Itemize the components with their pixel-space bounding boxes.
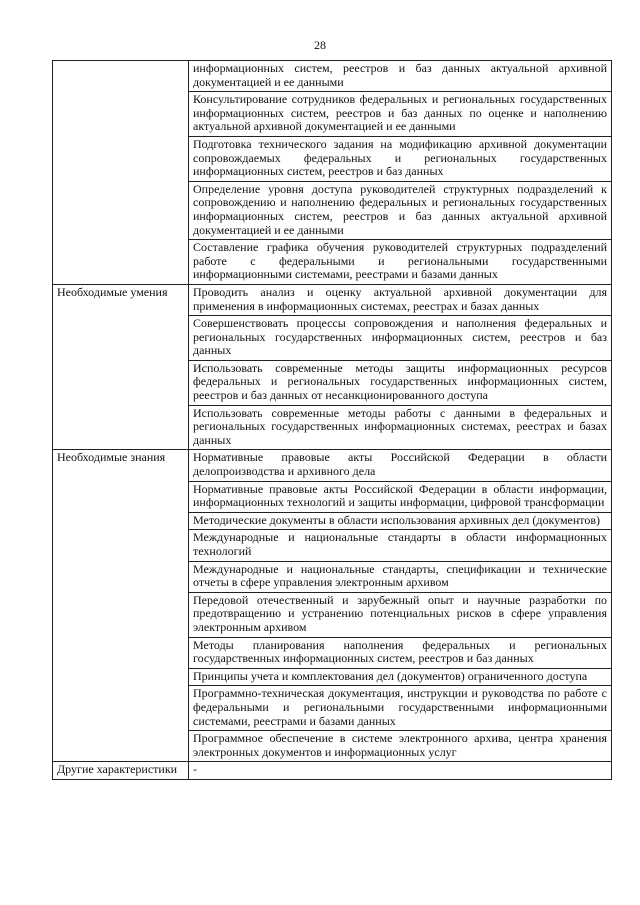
- table-row: [53, 284, 612, 315]
- table-cell-text: Программное обеспечение в системе электронного архива, центра хранения электронных документов и информационных услуг: [189, 731, 612, 762]
- competency-table: [52, 60, 612, 780]
- table-cell-text: Международные и национальные стандарты в области информационных технологий: [189, 530, 612, 561]
- table-cell-text: Нормативные правовые акты Российской Федерации в области делопроизводства и архивного дела: [189, 450, 612, 481]
- table-cell-text: Совершенствовать процессы сопровождения и наполнения федеральных и региональных государственных информационных систем, реестров и баз данных: [189, 316, 612, 361]
- table-cell-text: информационных систем, реестров и баз данных актуальной архивной документацией и ее данными: [189, 61, 612, 92]
- table-cell-text: Передовой отечественный и зарубежный опыт и научные разработки по предотвращению и устранению потенциальных рисков в сфере управления электронным архивом: [189, 592, 612, 637]
- table-row: [53, 61, 612, 92]
- table-cell-text: Подготовка технического задания на модификацию архивной документации сопровождаемых федеральных и региональных государственных информационных систем, реестров и баз данных: [189, 136, 612, 181]
- table-cell-text: Методы планирования наполнения федеральных и региональных государственных информационных систем, реестров и баз данных: [189, 637, 612, 668]
- table-row: [53, 762, 612, 780]
- table-cell-text: Принципы учета и комплектования дел (документов) ограниченного доступа: [189, 668, 612, 686]
- table-cell-text: Методические документы в области использования архивных дел (документов): [189, 512, 612, 530]
- table-cell-text: Составление графика обучения руководителей структурных подразделений работе с федеральными и региональными государственными информационными системами, реестрами и базами данных: [189, 240, 612, 285]
- page-number: 28: [314, 38, 326, 52]
- table-cell-text: Проводить анализ и оценку актуальной архивной документации для применения в информационных системах, реестрах и базах данных: [189, 284, 612, 315]
- table-cell-text: Определение уровня доступа руководителей структурных подразделений к сопровождению и наполнению федеральных и региональных государственных информационных систем, реестров и баз данных актуальной архивной документацией и ее данными: [189, 181, 612, 239]
- table-cell-text: Использовать современные методы работы с данными в федеральных и региональных государственных информационных системах, реестрах и базах данных: [189, 405, 612, 450]
- table-cell-text: Международные и национальные стандарты, спецификации и технические отчеты в сфере управления электронным архивом: [189, 561, 612, 592]
- row-label-required-knowledge: Необходимые знания: [53, 450, 189, 762]
- row-label-duties-continued: [53, 61, 189, 285]
- table-cell-text: Консультирование сотрудников федеральных и региональных государственных информационных систем, реестров и баз данных по оценке и наполнению актуальной архивной документацией и ее данными: [189, 92, 612, 137]
- table-cell-text: Программно-техническая документация, инструкции и руководства по работе с федеральными и региональными государственными информационными системами, реестрами и базами данных: [189, 686, 612, 731]
- table-cell-text: Нормативные правовые акты Российской Федерации в области информации, информационных технологий и защиты информации, цифровой трансформации: [189, 481, 612, 512]
- table-row: [53, 450, 612, 481]
- row-label-other-characteristics: Другие характеристики: [53, 762, 189, 780]
- table-cell-text: Использовать современные методы защиты информационных ресурсов федеральных и региональных государственных информационных систем, реестров и баз данных от несанкционированного доступа: [189, 360, 612, 405]
- table-cell-text: -: [189, 762, 612, 780]
- row-label-required-skills: Необходимые умения: [53, 284, 189, 450]
